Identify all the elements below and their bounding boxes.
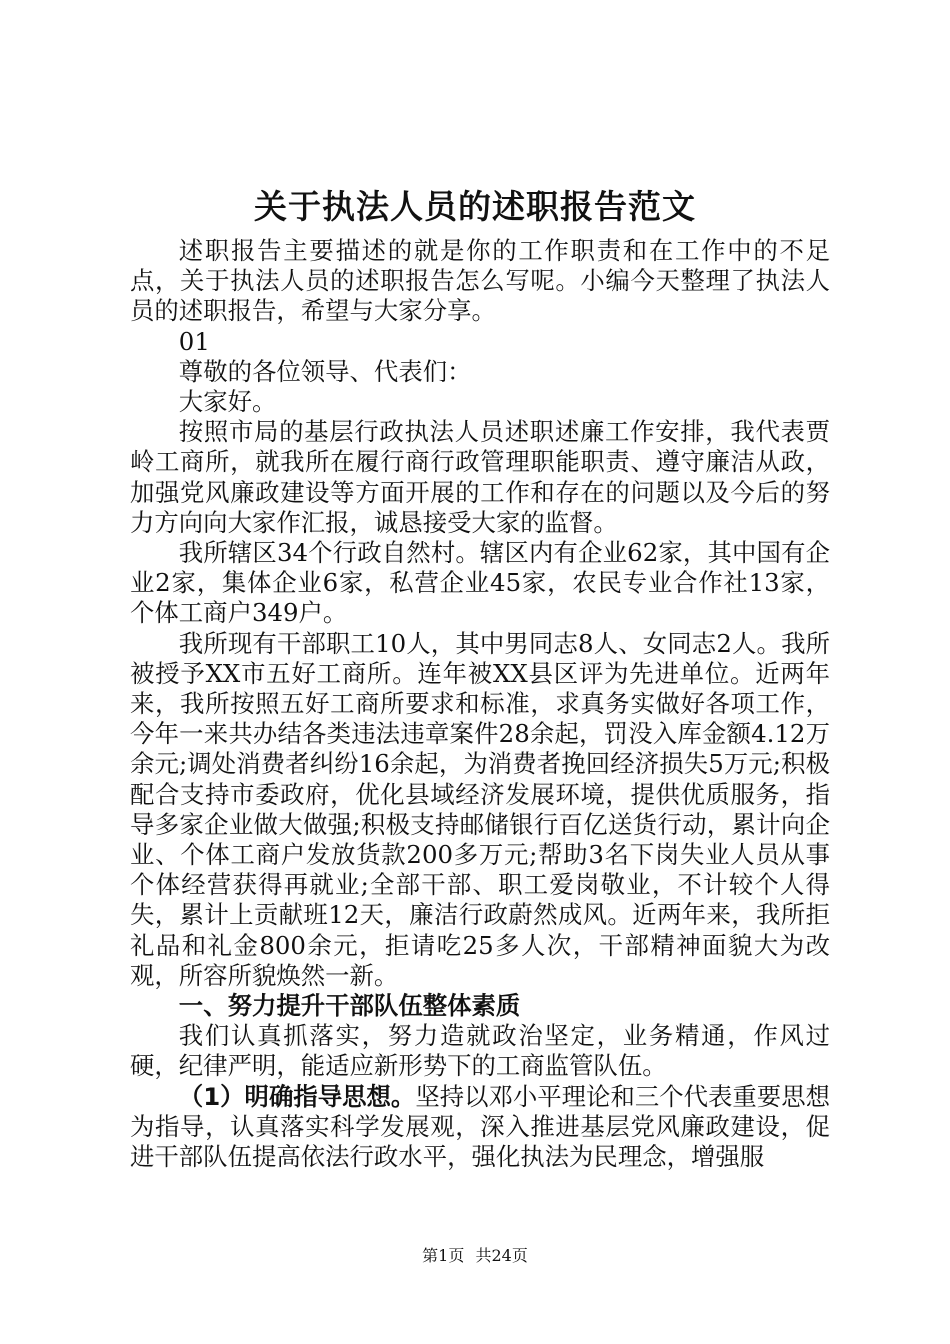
section-heading: 一、努力提升干部队伍整体素质 [178, 991, 521, 1021]
section-number: 01 [178, 326, 210, 356]
subsection-text: 坚持以邓小平理论和三个代表重要思想为指导，认真落实科学发展观，深入推进基层党风廉政建设，促进干部队伍提高依法行政水平，强化执法为民理念，增强服 [130, 1081, 830, 1172]
body-paragraph: 我所现有干部职工10人，其中男同志8人、女同志2人。我所被授予XX市五好工商所。连年被XX县区评为先进单位。近两年来，我所按照五好工商所要求和标准，求真务实做好各项工作，今年一来共办结各类违法违章案件28余起，罚没入库金额4.12万余元;调处消费者纠纷16余起，为消费者挽回经济损失5万元;积极配合支持市委政府，优化县域经济发展环境，提供优质服务，指导多家企业做大做强;积极支持邮储银行百亿送货行动，累计向企业、个体工商户发放货款200多万元;帮助3名下岗失业人员从事个体经营获得再就业;全部干部、职工爱岗敬业，不计较个人得失，累计上贡献班12天，廉洁行政蔚然成风。近两年来，我所拒礼品和礼金800余元，拒请吃25多人次，干部精神面貌大为改观，所容所貌焕然一新。 [130, 628, 830, 990]
page-total: 共24页 [475, 1246, 528, 1265]
subsection-paragraph [130, 1082, 830, 1173]
body-paragraph: 我们认真抓落实，努力造就政治坚定，业务精通，作风过硬，纪律严明，能适应新形势下的工商监管队伍。 [130, 1021, 830, 1081]
document-body [130, 236, 830, 1172]
page-footer [0, 1244, 950, 1268]
subsection-lead: （1）明确指导思想。 [178, 1081, 416, 1111]
salutation: 尊敬的各位领导、代表们： [178, 356, 472, 386]
page-number: 第1页 [422, 1246, 465, 1265]
intro-paragraph: 述职报告主要描述的就是你的工作职责和在工作中的不足点，关于执法人员的述职报告怎么写呢。小编今天整理了执法人员的述职报告，希望与大家分享。 [130, 236, 830, 326]
greeting: 大家好。 [178, 387, 277, 417]
body-paragraph: 按照市局的基层行政执法人员述职述廉工作安排，我代表贾岭工商所，就我所在履行商行政管理职能职责、遵守廉洁从政，加强党风廉政建设等方面开展的工作和存在的问题以及今后的努力方向向大家作汇报，诚恳接受大家的监督。 [130, 417, 830, 537]
body-paragraph: 我所辖区34个行政自然村。辖区内有企业62家，其中国有企业2家，集体企业6家，私营企业45家，农民专业合作社13家，个体工商户349户。 [130, 538, 830, 628]
document-title: 关于执法人员的述职报告范文 [254, 187, 696, 226]
